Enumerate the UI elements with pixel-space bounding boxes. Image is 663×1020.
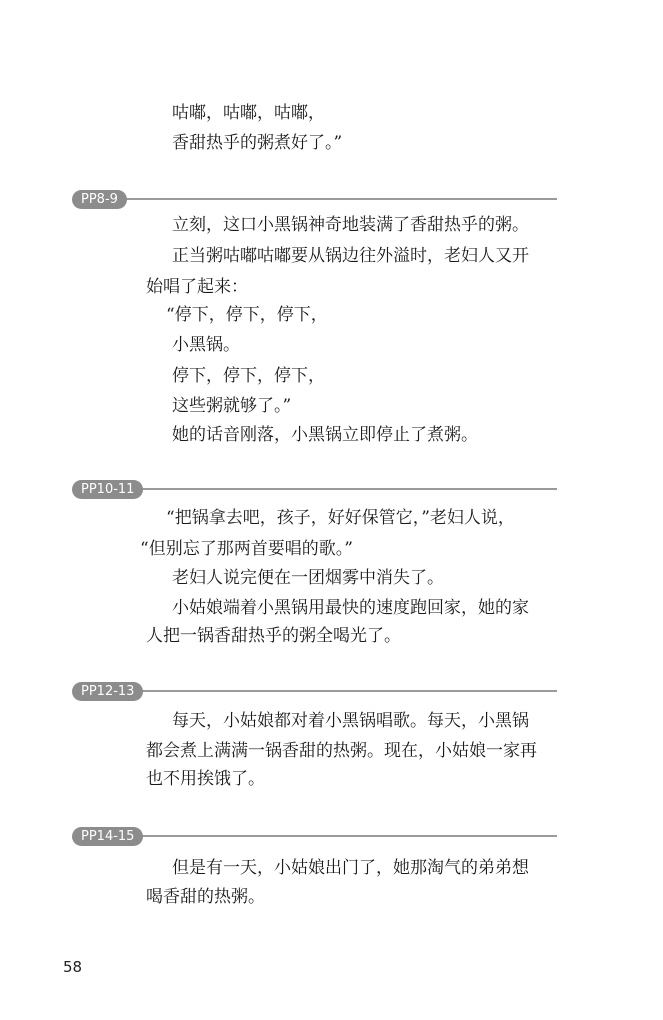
text-line: 都会煮上满满一锅香甜的热粥。现在，小姑娘一家再 (146, 741, 537, 761)
page-number: 58 (63, 958, 83, 976)
text-line: 老妇人说完便在一团烟雾中消失了。 (172, 568, 444, 588)
section-tag-pp8-9: PP8-9 (72, 190, 127, 209)
text-line: 也不用挨饿了。 (146, 769, 265, 789)
text-line: 人把一锅香甜热乎的粥全喝光了。 (146, 626, 401, 646)
text-line: 每天，小姑娘都对着小黑锅唱歌。每天，小黑锅 (172, 711, 529, 731)
section-tag-pp10-11: PP10-11 (72, 480, 143, 499)
text-line: “但别忘了那两首要唱的歌。” (140, 539, 353, 559)
text-line: “把锅拿去吧，孩子，好好保管它，”老妇人说， (166, 508, 515, 528)
section-tag-pp14-15: PP14-15 (72, 827, 143, 846)
text-line: 立刻，这口小黑锅神奇地装满了香甜热乎的粥。 (172, 215, 529, 235)
text-line: 香甜热乎的粥煮好了。” (172, 133, 343, 153)
section-divider (110, 835, 557, 837)
text-line: 小黑锅。 (172, 335, 240, 355)
text-line: 正当粥咕嘟咕嘟要从锅边往外溢时，老妇人又开 (172, 246, 529, 266)
text-line: 喝香甜的热粥。 (146, 887, 265, 907)
section-divider (110, 690, 557, 692)
text-line: 始唱了起来： (146, 277, 248, 297)
text-line: 这些粥就够了。” (172, 396, 292, 416)
text-line: 停下，停下，停下， (172, 366, 325, 386)
section-divider (110, 198, 557, 200)
text-line: “停下，停下，停下， (166, 305, 328, 325)
section-divider (110, 488, 557, 490)
text-line: 咕嘟，咕嘟，咕嘟， (172, 103, 325, 123)
text-line: 她的话音刚落，小黑锅立即停止了煮粥。 (172, 425, 478, 445)
text-line: 小姑娘端着小黑锅用最快的速度跑回家，她的家 (172, 598, 529, 618)
text-line: 但是有一天，小姑娘出门了，她那淘气的弟弟想 (172, 858, 529, 878)
section-tag-pp12-13: PP12-13 (72, 682, 143, 701)
